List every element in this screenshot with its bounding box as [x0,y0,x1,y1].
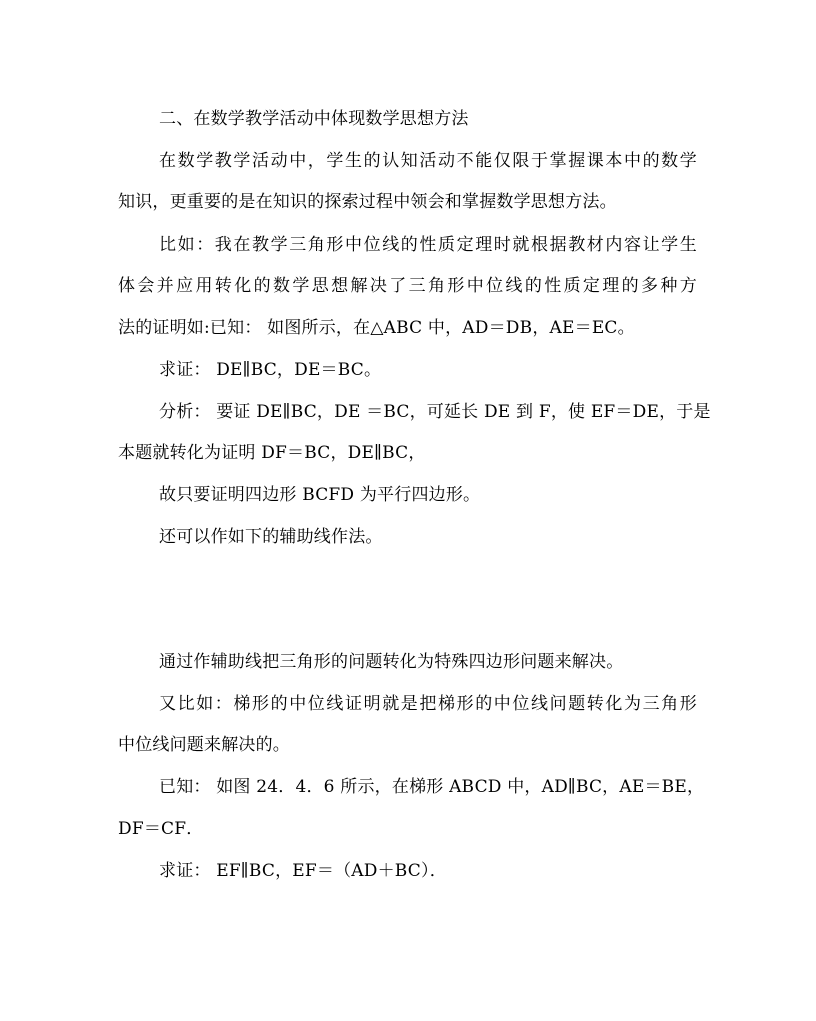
paragraph-1-line-2: 知识，更重要的是在知识的探索过程中领会和掌握数学思想方法。 [118,192,617,212]
given-statement-line-1: 已知： 如图 24．4．6 所示，在梯形 ABCD 中，AD∥BC，AE＝BE， [159,777,705,797]
given-statement-line-2: DF＝CF． [118,819,204,839]
prove-statement-2: 求证： EF∥BC，EF＝（AD＋BC）． [159,861,447,881]
paragraph-4-line-2: 中位线问题来解决的。 [118,735,290,755]
auxiliary-line-note: 还可以作如下的辅助线作法。 [159,527,383,547]
section-heading: 二、在数学教学活动中体现数学思想方法 [159,109,469,129]
prove-statement-1: 求证： DE∥BC，DE＝BC。 [159,360,382,380]
paragraph-2-line-1: 比如：我在教学三角形中位线的性质定理时就根据教材内容让学生 [159,235,697,255]
paragraph-3-line-1: 通过作辅助线把三角形的问题转化为特殊四边形问题来解决。 [159,652,624,672]
analysis-line-2: 本题就转化为证明 DF＝BC，DE∥BC， [118,443,426,463]
analysis-line-1: 分析： 要证 DE∥BC，DE ＝BC，可延长 DE 到 F，使 EF＝DE，于是 [159,402,711,422]
paragraph-4-line-1: 又比如：梯形的中位线证明就是把梯形的中位线问题转化为三角形 [159,694,697,714]
paragraph-1-line-1: 在数学教学活动中，学生的认知活动不能仅限于掌握课本中的数学 [159,151,697,171]
paragraph-2-line-3: 法的证明如:已知： 如图所示，在△ABC 中，AD＝DB，AE＝EC。 [118,318,635,338]
analysis-line-3: 故只要证明四边形 BCFD 为平行四边形。 [159,485,481,505]
paragraph-2-line-2: 体会并应用转化的数学思想解决了三角形中位线的性质定理的多种方 [118,276,697,296]
